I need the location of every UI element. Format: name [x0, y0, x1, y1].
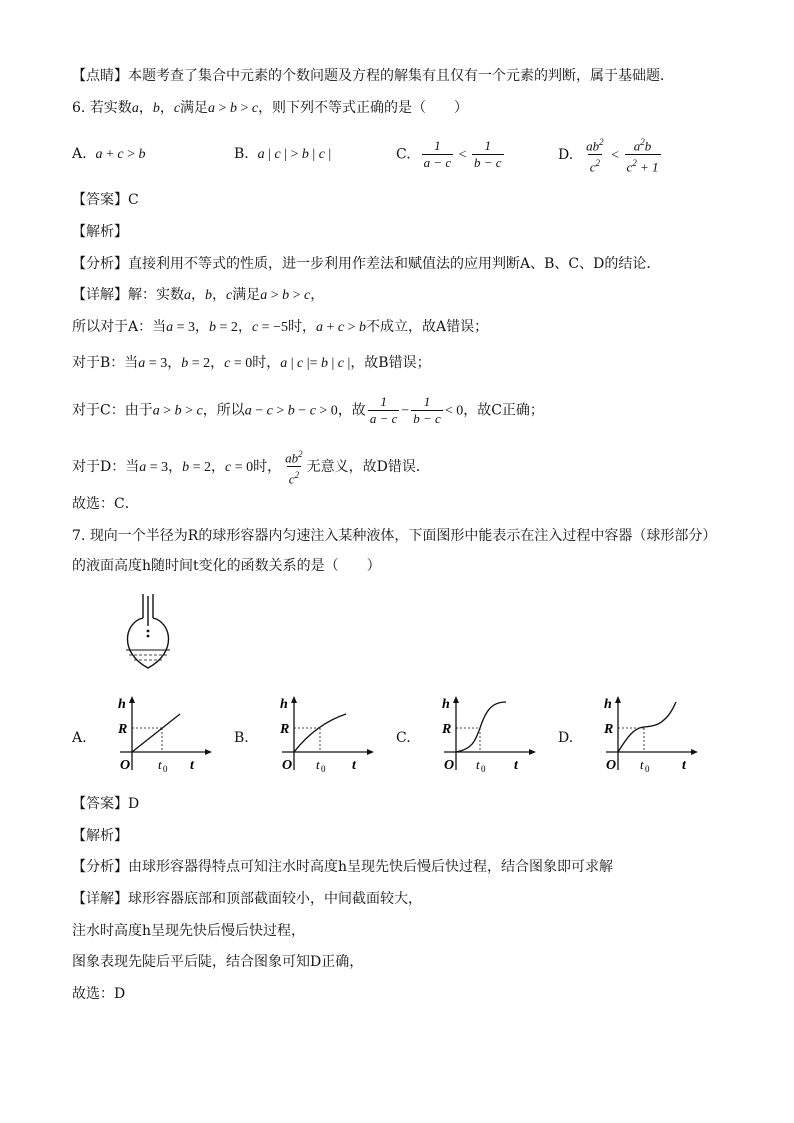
q7-graph-a-o: O	[120, 758, 131, 773]
q7-graph-a-curve	[132, 714, 180, 752]
q7-graph-b-r: R	[280, 722, 290, 737]
q7-graph-c-o: O	[444, 758, 455, 773]
q6-number: 6.	[72, 100, 90, 116]
q7-fenxi-tag: 【分析】	[72, 859, 128, 875]
q7-xiangjie-line2: 注水时高度h呈现先快后慢后快过程，	[72, 923, 306, 939]
q7-graph-c-h: h	[442, 697, 450, 712]
q6-stem-a: 若实数	[89, 100, 132, 116]
q7-answer-tag: 【答案】	[72, 796, 128, 812]
q6-line-c-mid2: ，故	[337, 402, 366, 419]
q6-line-a: 所以对于A：当a = 3，b = 2，c = −5时，a + c > b不成立，故A错误；	[72, 319, 489, 335]
q6-line-d-prefix: 对于D：当	[72, 458, 140, 475]
q7-number: 7.	[72, 528, 90, 544]
q7-xiangjie-line1: 球形容器底部和顶部截面较小，中间截面较大，	[128, 891, 422, 907]
q7-graph-options	[72, 694, 712, 774]
q6-option-a[interactable]: A. a + c > b	[72, 146, 146, 162]
q7-stem-line1-text: 现向一个半径为R的球形容器内匀速注入某种液体，下面图形中能表示在注入过程中容器（球形部分）	[89, 528, 717, 544]
q6-line-b-mid: 时，	[252, 355, 281, 371]
q7-fenxi-text: 由球形容器得特点可知注水时高度h呈现先快后慢后快过程，结合图象即可求解	[128, 859, 614, 875]
q7-graph-d-t0: t	[640, 757, 644, 772]
q7-graph-d-t0-sub: 0	[645, 764, 650, 774]
q7-graph-a-h: h	[118, 697, 126, 712]
q7-graph-a-t: t	[190, 758, 194, 773]
q6-line-d-mid: 时，	[253, 458, 282, 475]
q6-stem-b: 满足	[180, 100, 209, 116]
q7-option-d-label: D.	[558, 730, 574, 746]
q6-line-b-prefix: 对于B：当	[72, 355, 139, 371]
q6-xiangjie: 【详解】解：实数a，b，c满足a > b > c，	[72, 287, 325, 303]
q6-line-d: 对于D：当a = 3，b = 2，c = 0时， $\frac{ab^2}{c^2}$ 无意义，故D错误．	[72, 449, 430, 487]
q7-analysis-tag: 【解析】	[72, 828, 128, 844]
q7-xiangjie-tag: 【详解】	[72, 891, 128, 907]
q7-graph-b-o: O	[282, 758, 293, 773]
q7-graph-d-o: O	[606, 758, 617, 773]
q7-answer-value: D	[128, 796, 140, 812]
q7-graph-c-curve	[456, 702, 506, 752]
q7-option-c-label: C.	[396, 730, 411, 746]
q7-graph-c-t: t	[514, 758, 518, 773]
q6-line-a-prefix: 所以对于A：当	[72, 319, 167, 335]
q7-graph-a-t0-sub: 0	[163, 764, 168, 774]
q6-answer	[72, 190, 139, 210]
q6-fenxi-tag: 【分析】	[72, 256, 128, 272]
q6-choose: 故选：C．	[72, 496, 139, 512]
q6-xiangjie-b: 满足	[232, 287, 261, 303]
q7-option-d[interactable]	[558, 694, 708, 774]
q7-graph-d	[578, 694, 708, 774]
q7-graph-d-curve	[618, 702, 676, 752]
q6-line-c-end: ，故C正确；	[463, 402, 544, 419]
q7-graph-d-t: t	[682, 758, 686, 773]
q7-option-b-label: B.	[234, 730, 249, 746]
q7-graph-b	[254, 694, 384, 774]
q6-analysis-tag: 【解析】	[72, 224, 128, 240]
q7-graph-d-h: h	[604, 697, 612, 712]
q6-line-a-end: 不成立，故A错误；	[365, 319, 489, 335]
q6-option-c[interactable]: C. $\frac{1}{a - c}$ < $\frac{1}{b - c}$	[396, 138, 502, 170]
q6-options	[72, 138, 732, 178]
q6-option-d[interactable]: D. $\frac{ab^2}{c^2}$ < $\frac{a^2b}{c^2 + 1}$	[558, 137, 659, 175]
q6-line-d-end: 无意义，故D错误．	[306, 458, 430, 475]
q6-stem-c: ，则下列不等式正确的是（ ）	[258, 100, 469, 116]
note-text: 本题考查了集合中元素的个数问题及方程的解集有且仅有一个元素的判断，属于基础题．	[128, 68, 674, 84]
q6-option-d-label: D.	[558, 146, 574, 163]
q6-fenxi	[72, 254, 660, 274]
q7-option-a-label: A.	[72, 730, 87, 746]
q7-choose: 故选：D	[72, 986, 126, 1002]
q6-answer-tag: 【答案】	[72, 192, 128, 208]
q7-graph-a-r: R	[118, 722, 128, 737]
q7-option-c[interactable]	[396, 694, 546, 774]
q7-graph-a	[92, 694, 222, 774]
q6-line-c-mid: ，所以	[202, 402, 245, 419]
q7-graph-a-t0: t	[158, 757, 162, 772]
q7-xiangjie-line3: 图象表现先陡后平后陡，结合图象可知D正确，	[72, 954, 364, 970]
q7-graph-b-t0: t	[316, 757, 320, 772]
q6-line-a-mid: 时，	[287, 319, 316, 335]
q7-graph-b-t: t	[352, 758, 356, 773]
spherical-flask-figure	[120, 592, 180, 672]
q7-graph-c-t0: t	[476, 757, 480, 772]
q6-line-b-end: ，故B错误；	[350, 355, 431, 371]
q7-graph-b-t0-sub: 0	[321, 764, 326, 774]
q7-stem-line2: 的液面高度h随时间t变化的函数关系的是（ ）	[72, 558, 381, 574]
q7-xiangjie	[72, 889, 422, 909]
q6-line-b: 对于B：当a = 3，b = 2，c = 0时，a | c |= b | c |，故B错误；	[72, 355, 431, 371]
q6-option-b[interactable]: B. a | c | > b | c |	[234, 146, 332, 162]
q6-line-c: 对于C：由于a > b > c，所以a − c > b − c > 0，故 $\frac{1}{a - c}$ − $\frac{1}{b - c}$ < 0，故C正确；	[72, 394, 544, 426]
q7-fenxi	[72, 857, 613, 877]
q6-option-c-label: C.	[396, 146, 411, 163]
q7-option-b[interactable]	[234, 694, 384, 774]
q7-graph-c-t0-sub: 0	[481, 764, 486, 774]
note-line	[72, 66, 674, 86]
q6-answer-value: C	[128, 192, 139, 208]
q6-stem: 6. 若实数a，b，c满足a > b > c，则下列不等式正确的是（ ）	[72, 100, 469, 116]
q6-xiangjie-a: 解：实数	[128, 287, 184, 303]
q7-stem-line1	[72, 526, 716, 546]
q6-fenxi-text: 直接利用不等式的性质，进一步利用作差法和赋值法的应用判断A、B、C、D的结论．	[128, 256, 661, 272]
q6-option-b-label: B.	[234, 146, 249, 162]
note-tag: 【点睛】	[72, 68, 128, 84]
q7-graph-c-r: R	[442, 722, 452, 737]
q7-graph-c	[416, 694, 546, 774]
q6-xiangjie-tag: 【详解】	[72, 287, 128, 303]
q7-graph-d-r: R	[604, 722, 614, 737]
q7-option-a[interactable]	[72, 694, 222, 774]
q7-graph-b-h: h	[280, 697, 288, 712]
q6-option-a-label: A.	[72, 146, 87, 162]
q6-line-c-prefix: 对于C：由于	[72, 402, 153, 419]
q7-answer	[72, 794, 139, 814]
